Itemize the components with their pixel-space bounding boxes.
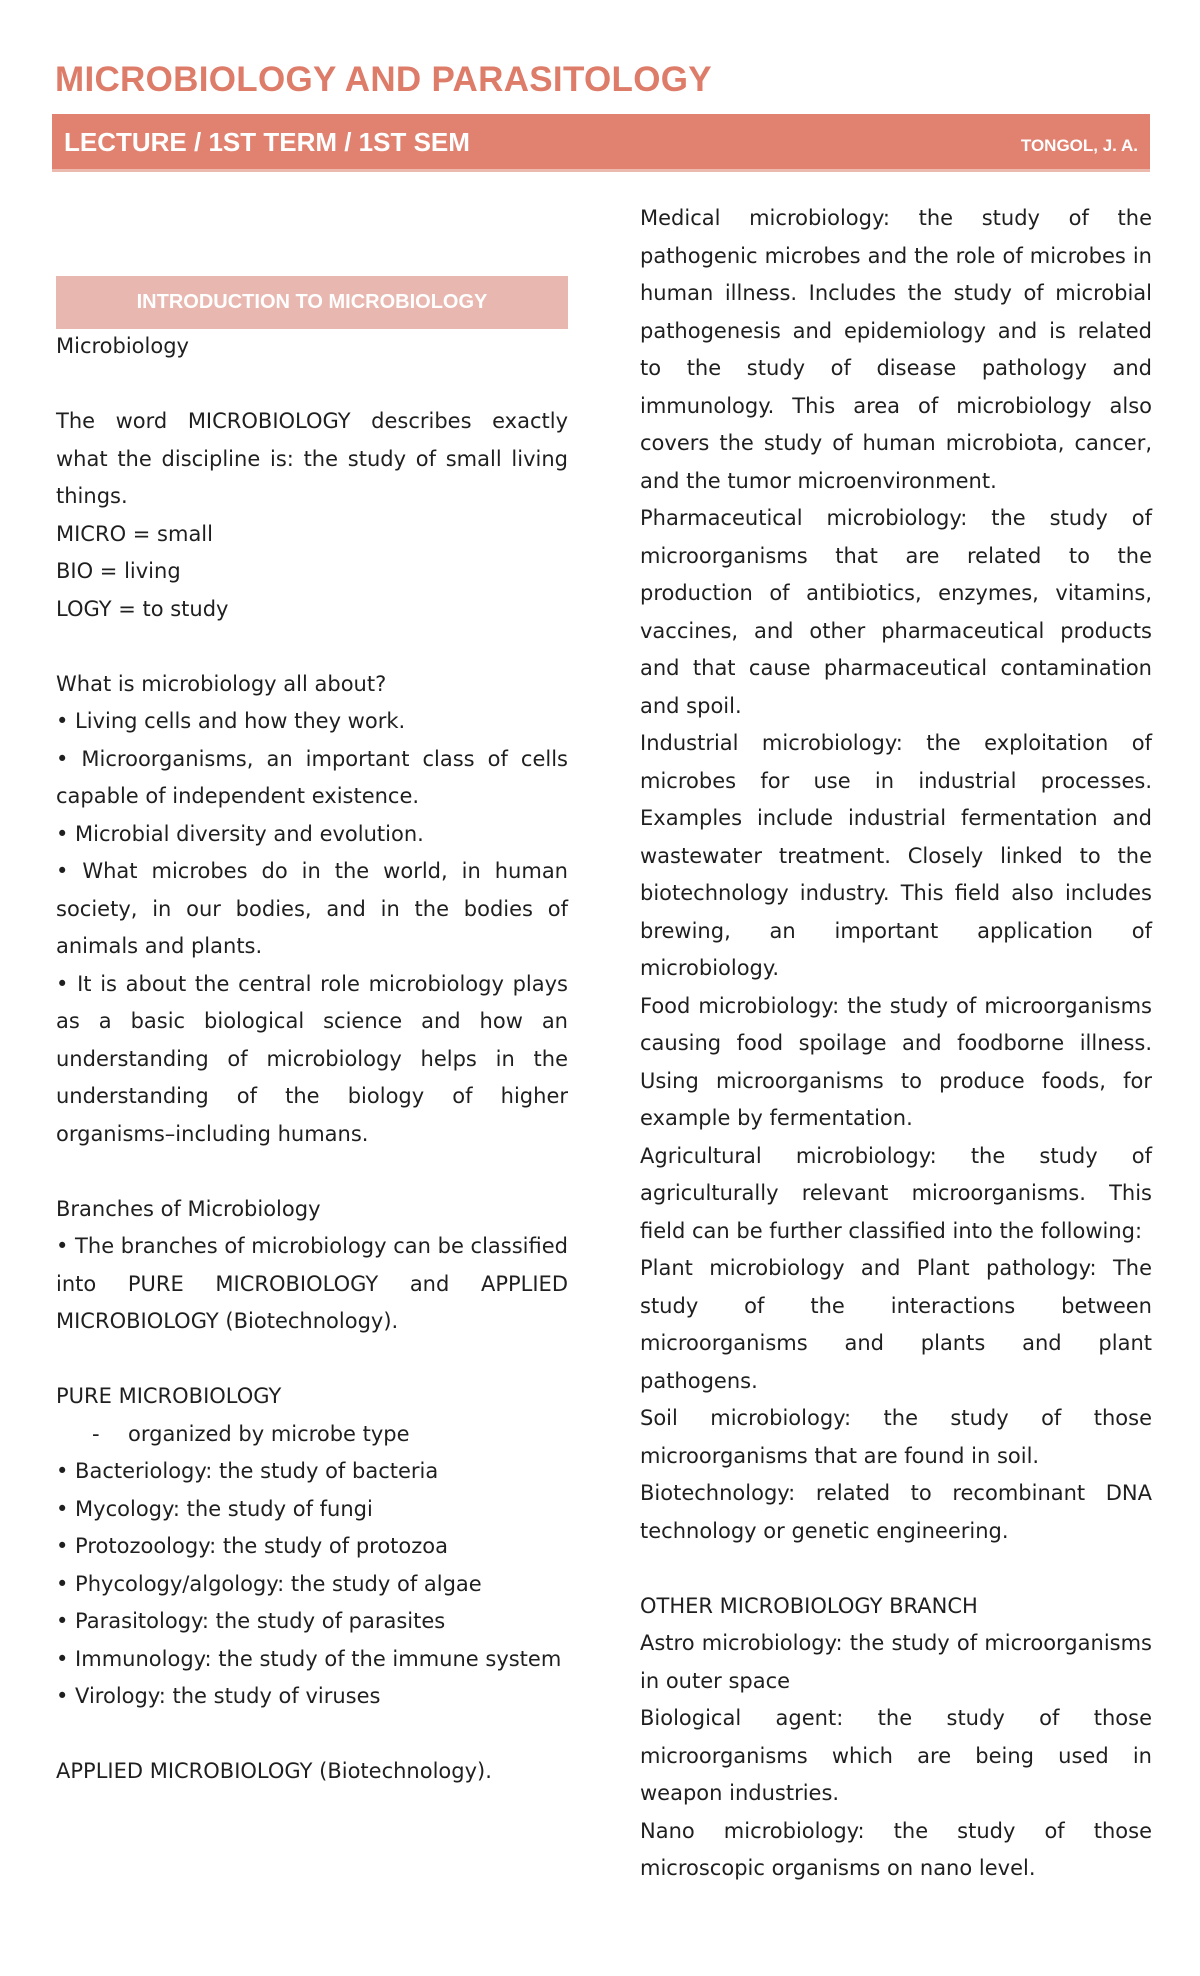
applied-heading: APPLIED MICROBIOLOGY (Biotechnology). xyxy=(56,1759,492,1783)
list-item: • What microbes do in the world, in human society, in our bodies, and in the bodies of animals and plants. xyxy=(56,859,568,958)
list-item: • Immunology: the study of the immune system xyxy=(56,1646,562,1671)
list-item: • Microorganisms, an important class of cells capable of independent existence. xyxy=(56,746,568,808)
branches-heading: Branches of Microbiology xyxy=(56,1196,321,1221)
intro-paragraph: The word MICROBIOLOGY describes exactly what the discipline is: the study of small living things. xyxy=(56,409,568,508)
list-item: • Living cells and how they work. xyxy=(56,709,406,733)
paragraph-astro: Astro microbiology: the study of microorganisms in outer space xyxy=(640,1631,1152,1693)
header-banner xyxy=(52,114,1150,172)
pure-subnote xyxy=(56,1416,568,1454)
paragraph-food: Food microbiology: the study of microorganisms causing food spoilage and foodborne illness. Using microorganisms to produce foods, for example by fermentation. xyxy=(640,993,1152,1130)
list-item: • Virology: the study of viruses xyxy=(56,1684,381,1708)
logy-definition: LOGY = to study xyxy=(56,596,229,621)
paragraph-agricultural: Agricultural microbiology: the study of agriculturally relevant microorganisms. This field can be further classified into the following: xyxy=(640,1143,1152,1243)
paragraph-plant: Plant microbiology and Plant pathology: The study of the interactions between microorganisms and plants and plant pathogens. xyxy=(640,1256,1152,1393)
list-item: • Mycology: the study of fungi xyxy=(56,1496,373,1521)
paragraph-medical: Medical microbiology: the study of the pathogenic microbes and the role of microbes in human illness. Includes the study of microbial pathogenesis and epidemiology and is related to the study of disease pathology and immunology. This area of microbiology also covers the study of human microbiota, cancer, and the tumor microenvironment. xyxy=(640,206,1152,493)
paragraph-biological-agent: Biological agent: the study of those microorganisms which are being used in weapon industries. xyxy=(640,1706,1152,1805)
micro-definition: MICRO = small xyxy=(56,521,213,546)
branches-text: • The branches of microbiology can be classified into PURE MICROBIOLOGY and APPLIED MICROBIOLOGY (Biotechnology). xyxy=(56,1234,568,1333)
list-item: • Phycology/algology: the study of algae xyxy=(56,1571,482,1596)
left-column xyxy=(56,328,568,1791)
heading-microbiology: Microbiology xyxy=(56,334,189,358)
paragraph-nano: Nano microbiology: the study of those microscopic organisms on nano level. xyxy=(640,1818,1152,1880)
pure-subnote-text: organized by microbe type xyxy=(128,1421,410,1446)
list-item: • Bacteriology: the study of bacteria xyxy=(56,1459,439,1483)
paragraph-industrial: Industrial microbiology: the exploitation of microbes for use in industrial processes. Examples include industrial fermentation and wastewater treatment. Closely linked to the biotechnology industry. This field also includes brewing, an important application of microbiology. xyxy=(640,731,1152,980)
other-heading: OTHER MICROBIOLOGY BRANCH xyxy=(640,1593,978,1618)
list-item: • It is about the central role microbiology plays as a basic biological science and how an understanding of microbiology helps in the understanding of the biology of higher organisms–including humans. xyxy=(56,971,568,1146)
list-item: • Microbial diversity and evolution. xyxy=(56,821,424,846)
list-item: • Protozoology: the study of protozoa xyxy=(56,1534,448,1558)
paragraph-pharmaceutical: Pharmaceutical microbiology: the study of microorganisms that are related to the production of antibiotics, enzymes, vitamins, vaccines, and other pharmaceutical products and that cause pharmaceutical contamination and spoil. xyxy=(640,506,1152,718)
list-item: • Parasitology: the study of parasites xyxy=(56,1609,446,1633)
section-title-bar: INTRODUCTION TO MICROBIOLOGY xyxy=(56,276,568,329)
paragraph-biotech: Biotechnology: related to recombinant DNA technology or genetic engineering. xyxy=(640,1481,1152,1543)
dash-bullet: - xyxy=(92,1421,100,1446)
right-column xyxy=(640,200,1152,1888)
document-title: MICROBIOLOGY AND PARASITOLOGY xyxy=(55,60,712,99)
pure-heading: PURE MICROBIOLOGY xyxy=(56,1384,282,1408)
about-question: What is microbiology all about? xyxy=(56,671,387,696)
paragraph-soil: Soil microbiology: the study of those microorganisms that are found in soil. xyxy=(640,1406,1152,1468)
bio-definition: BIO = living xyxy=(56,559,181,583)
lecture-term-label: LECTURE / 1ST TERM / 1ST SEM xyxy=(64,127,470,157)
author-label: TONGOL, J. A. xyxy=(1020,136,1138,155)
